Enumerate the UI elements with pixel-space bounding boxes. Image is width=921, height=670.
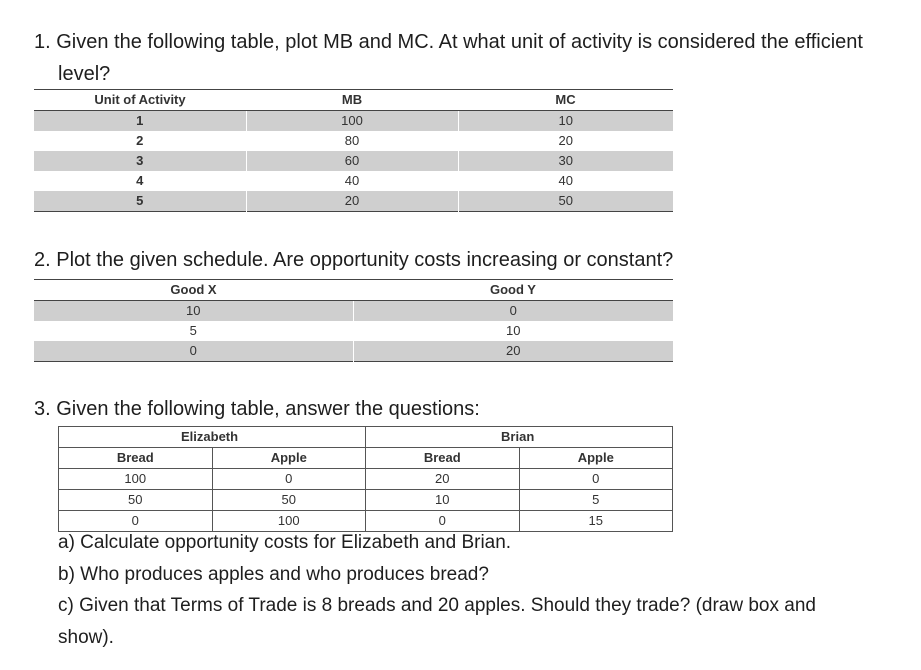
subquestion-b: b) Who produces apples and who produces bread? bbox=[58, 564, 489, 585]
cell: 20 bbox=[366, 469, 519, 490]
table-row bbox=[34, 321, 673, 341]
table-row bbox=[34, 131, 673, 151]
cell-mb: 40 bbox=[246, 171, 458, 191]
cell: 50 bbox=[59, 490, 213, 511]
header-unit-of-activity: Unit of Activity bbox=[34, 90, 246, 111]
table-row bbox=[59, 469, 673, 490]
header-elizabeth-bread: Bread bbox=[59, 448, 213, 469]
cell-good-y: 10 bbox=[353, 321, 673, 341]
cell-good-y: 0 bbox=[353, 301, 673, 322]
cell: 10 bbox=[366, 490, 519, 511]
header-mc: MC bbox=[458, 90, 673, 111]
question-1-text: 1. Given the following table, plot MB and MC. At what unit of activity is considered the efficient bbox=[34, 31, 863, 53]
cell: 0 bbox=[212, 469, 366, 490]
cell-mb: 60 bbox=[246, 151, 458, 171]
cell: 0 bbox=[519, 469, 673, 490]
cell: 5 bbox=[519, 490, 673, 511]
cell-good-x: 5 bbox=[189, 323, 197, 338]
question-3-text: 3. Given the following table, answer the questions: bbox=[34, 398, 480, 420]
subquestion-a: a) Calculate opportunity costs for Elizabeth and Brian. bbox=[58, 532, 512, 553]
cell-mb: 20 bbox=[246, 191, 458, 212]
cell-mb: 100 bbox=[246, 111, 458, 132]
cell-unit: 2 bbox=[136, 133, 144, 148]
goods-schedule-table bbox=[34, 279, 673, 362]
table-row bbox=[34, 341, 673, 362]
cell-unit: 3 bbox=[34, 151, 246, 171]
cell-good-x: 0 bbox=[34, 341, 353, 362]
table-row bbox=[34, 301, 673, 322]
header-brian-bread: Bread bbox=[366, 448, 519, 469]
cell-unit: 5 bbox=[34, 191, 246, 212]
header-good-x: Good X bbox=[34, 280, 353, 301]
cell: 100 bbox=[59, 469, 213, 490]
cell: 0 bbox=[366, 511, 519, 532]
cell-good-y: 20 bbox=[353, 341, 673, 362]
table-row bbox=[34, 171, 673, 191]
subquestion-c-continued: show). bbox=[58, 627, 114, 648]
cell-unit: 1 bbox=[34, 111, 246, 132]
cell-good-x: 10 bbox=[34, 301, 353, 322]
table-row bbox=[34, 111, 673, 132]
table-row bbox=[59, 511, 673, 532]
cell-unit: 4 bbox=[136, 173, 144, 188]
table-row bbox=[34, 151, 673, 171]
table-row bbox=[59, 490, 673, 511]
group-header-brian: Brian bbox=[366, 427, 673, 448]
group-header-elizabeth: Elizabeth bbox=[59, 427, 366, 448]
table-row bbox=[34, 191, 673, 212]
question-1-text-continued: level? bbox=[58, 63, 111, 85]
cell-mc: 50 bbox=[458, 191, 673, 212]
cell-mc: 40 bbox=[458, 171, 673, 191]
cell: 15 bbox=[519, 511, 673, 532]
cell-mc: 30 bbox=[458, 151, 673, 171]
header-mb: MB bbox=[246, 90, 458, 111]
production-table bbox=[58, 426, 673, 532]
header-brian-apple: Apple bbox=[519, 448, 673, 469]
cell-mc: 10 bbox=[458, 111, 673, 132]
cell: 50 bbox=[212, 490, 366, 511]
header-good-y: Good Y bbox=[353, 280, 673, 301]
cell-mc: 20 bbox=[458, 131, 673, 151]
cell-mb: 80 bbox=[246, 131, 458, 151]
cell: 100 bbox=[212, 511, 366, 532]
header-elizabeth-apple: Apple bbox=[212, 448, 366, 469]
subquestion-c: c) Given that Terms of Trade is 8 breads and 20 apples. Should they trade? (draw box and bbox=[58, 595, 816, 616]
question-2-text: 2. Plot the given schedule. Are opportunity costs increasing or constant? bbox=[34, 249, 674, 271]
cell: 0 bbox=[59, 511, 213, 532]
mb-mc-table bbox=[34, 89, 673, 212]
